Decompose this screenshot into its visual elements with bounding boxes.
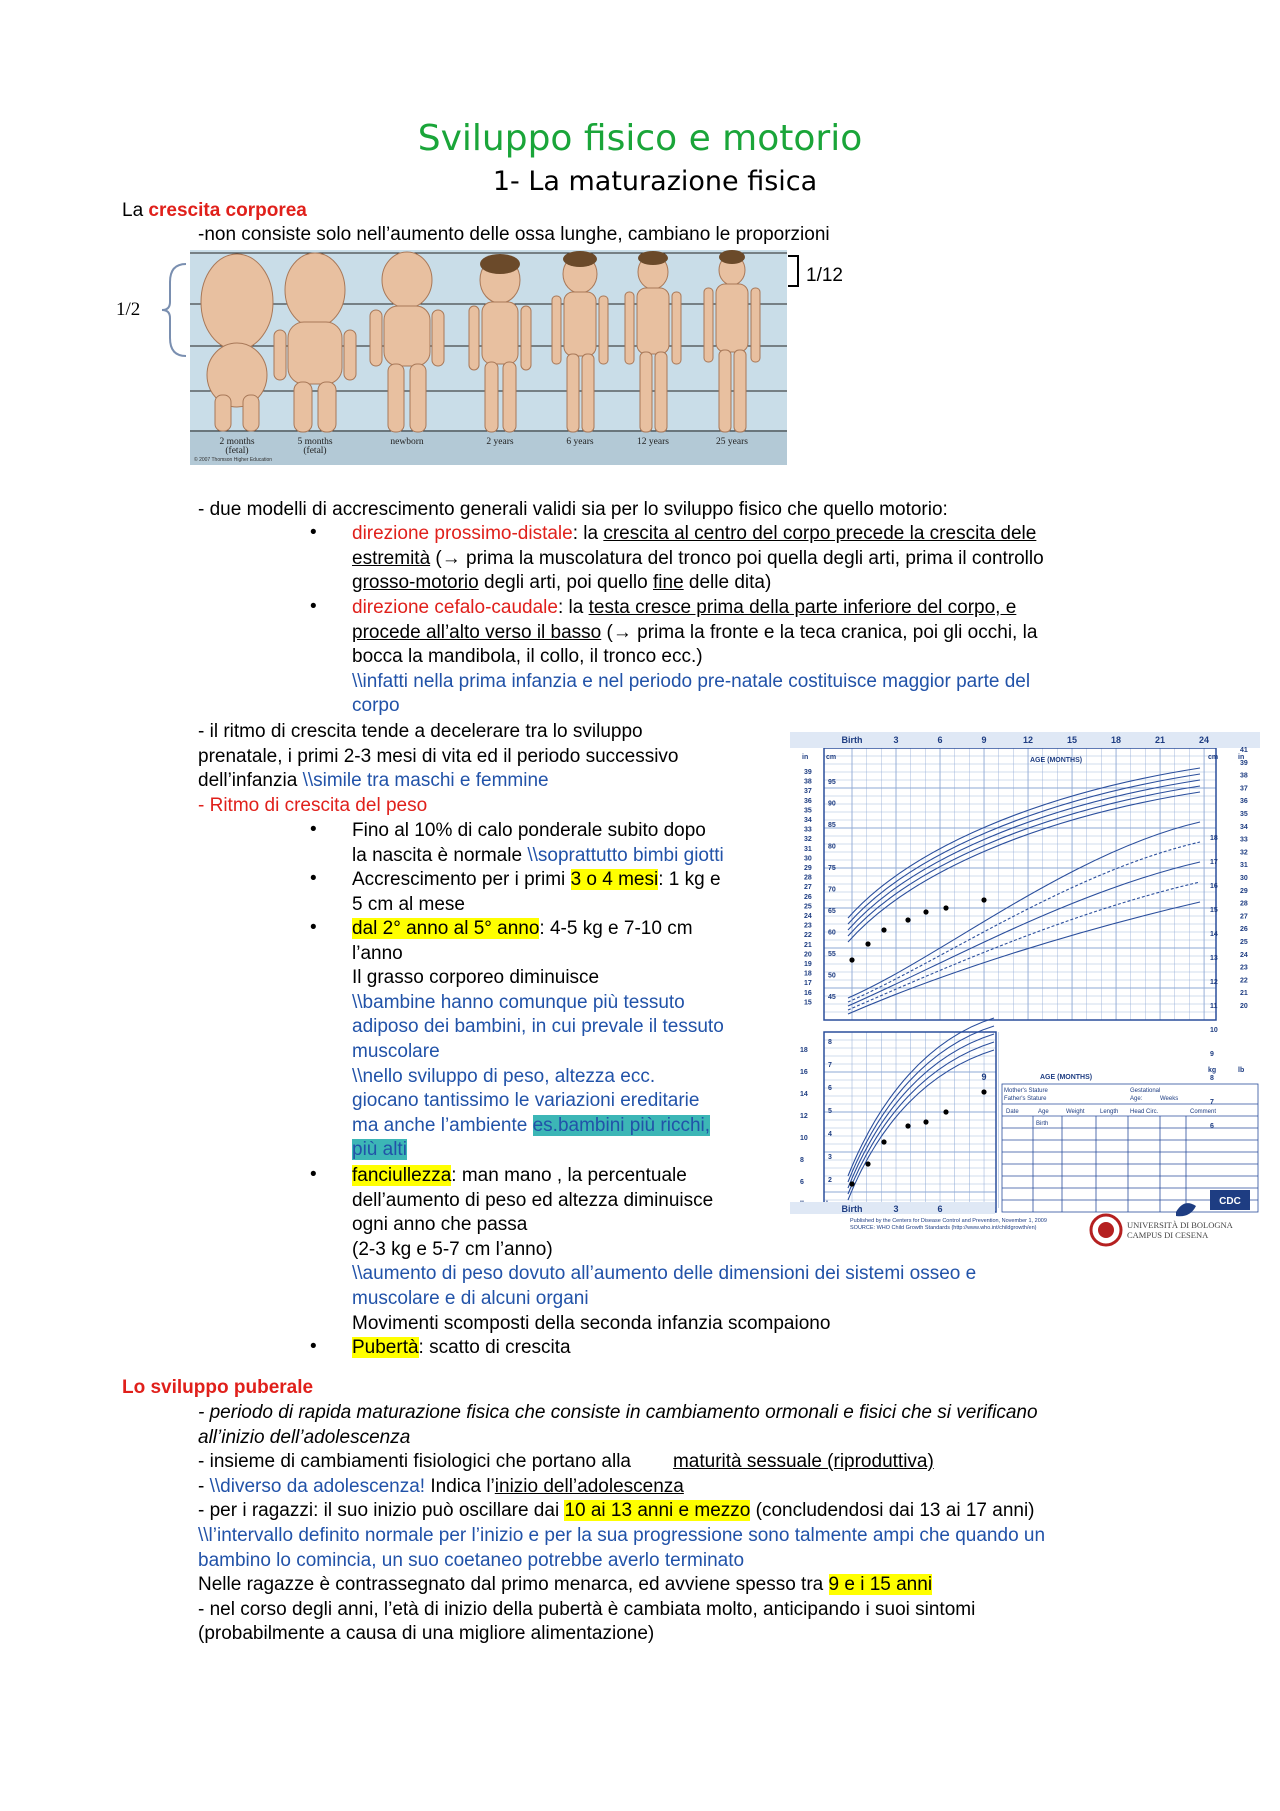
measurement-dot [981, 897, 986, 902]
measurement-dot [943, 1109, 948, 1114]
scale-tick: 22 [804, 932, 812, 940]
scale-tick: 31 [804, 845, 812, 853]
pub-l4u: inizio dell’adolescenza [494, 1475, 684, 1497]
scale-tick: 8 [828, 1039, 832, 1046]
scale-tick: 60 [828, 929, 836, 937]
modelli-intro: - due modelli di accrescimento generali validi sia per lo sviluppo fisico che quello motorio: [198, 499, 948, 520]
scale-tick: 26 [804, 893, 812, 901]
p4-n2: muscolare e di alcuni organi [352, 1287, 589, 1309]
form-birth: Birth [1036, 1121, 1049, 1127]
scale-tick: 27 [804, 884, 812, 892]
label-twelfth: 1/12 [806, 265, 843, 286]
scale-tick: 37 [1240, 785, 1248, 793]
stage-label: 12 years [637, 437, 669, 447]
scale-tick: 85 [828, 822, 836, 829]
scale-tick: 15 [1210, 907, 1218, 914]
b2-label: direzione cefalo-caudale [352, 597, 558, 618]
age-tick: 3 [893, 735, 899, 745]
scale-tick: 14 [1210, 931, 1218, 938]
measurement-dot [905, 1123, 910, 1128]
scale-tick: 10 [1210, 1027, 1218, 1034]
scale-tick: 27 [1240, 913, 1248, 921]
label-half: 1/2 [116, 299, 141, 320]
unit-cm-right: cm [1208, 754, 1219, 761]
measurement-dot [881, 927, 886, 932]
scale-tick: 34 [804, 817, 812, 824]
scale-tick: 6 [828, 1085, 832, 1092]
scale-tick: 20 [1240, 1003, 1248, 1010]
scale-tick: 21 [804, 941, 812, 949]
age-title: AGE (MONTHS) [1030, 757, 1083, 764]
scale-tick: 39 [804, 769, 812, 776]
scale-tick: 35 [1240, 811, 1248, 818]
p1-c: \\soprattutto bimbi giotti [527, 844, 724, 866]
pub-l3u: maturità sessuale (riproduttiva) [672, 1451, 934, 1473]
stage-label: 5 months (fetal) [297, 437, 333, 456]
p3-b: l’anno [352, 942, 403, 964]
measurement-dot [849, 957, 854, 962]
form-age: Age: [1130, 1096, 1143, 1102]
scale-tick: 22 [1240, 977, 1248, 985]
scale-tick: 16 [800, 1069, 808, 1076]
form-col: Head Circ. [1130, 1109, 1159, 1115]
ritmo-l1: - il ritmo di crescita tende a decelerare tra lo sviluppo [198, 721, 643, 742]
scale-tick: 45 [828, 994, 836, 1001]
pub-l6: \\l’intervallo definito normale per l’inizio e per la sua progressione sono talmente ampi che quando un [198, 1524, 1046, 1546]
scale-tick: 26 [1240, 926, 1248, 934]
scale-tick: 11 [1210, 1003, 1218, 1010]
p2-b: : 1 kg e [658, 869, 721, 890]
bullet: • [310, 596, 317, 617]
scale-tick: 41 [1240, 747, 1248, 754]
uni-campus: CAMPUS DI CESENA [1127, 1230, 1209, 1240]
scale-tick: 24 [1240, 951, 1248, 959]
source-note: SOURCE: WHO Child Growth Standards (http://www.who.int/childgrowth/en) [850, 1225, 1037, 1231]
form-mother: Mother's Stature [1004, 1088, 1048, 1094]
b1-u1: crescita al centro del corpo precede la crescita dele [603, 523, 1037, 544]
page-title: Sviluppo fisico e motorio [417, 118, 863, 159]
pub-l4a: - [198, 1475, 210, 1497]
scale-tick: 35 [804, 807, 812, 815]
scale-tick: 32 [804, 836, 812, 844]
scale-tick: 6 [1210, 1123, 1214, 1130]
pub-l5b: (concludendosi dai 13 ai 17 anni) [750, 1500, 1035, 1522]
pub-l4c: Indica l’ [425, 1475, 495, 1497]
p5-a: : scatto di crescita [418, 1337, 571, 1358]
p4-n1: \\aumento di peso dovuto all’aumento delle dimensioni dei sistemi osseo e [352, 1263, 977, 1285]
pub-l2: all’inizio dell’adolescenza [198, 1426, 411, 1448]
age-tick: 6 [937, 1204, 943, 1214]
bullet: • [310, 1336, 317, 1357]
scale-tick: 75 [828, 865, 836, 872]
p4-hl: fanciullezza [352, 1165, 452, 1186]
scale-tick: 29 [804, 865, 812, 872]
scale-tick: 16 [1210, 883, 1218, 890]
age-title-lower: AGE (MONTHS) [1040, 1074, 1093, 1081]
pub-l3a: - insieme di cambiamenti fisiologici che portano alla [198, 1451, 631, 1473]
ritmo-l3a: dell’infanzia [198, 770, 303, 792]
scale-tick: 18 [804, 970, 812, 978]
age-tick: 3 [893, 1204, 899, 1214]
measurement-dot [923, 1119, 928, 1124]
scale-tick: 39 [1240, 759, 1248, 767]
scale-tick: 65 [828, 908, 836, 915]
crescita-pre: La [122, 200, 149, 221]
b2-note2: corpo [352, 695, 400, 717]
scale-tick: 7 [828, 1062, 832, 1069]
peso-bullet-3 [352, 917, 724, 1163]
measurement-dot [865, 1161, 870, 1166]
scale-tick: 38 [1240, 772, 1248, 780]
growth-chart [790, 732, 1260, 1250]
scale-tick: 14 [800, 1091, 808, 1098]
modelli-bullet-2 [352, 596, 1037, 719]
b2-u1: testa cresce prima della parte inferiore del corpo, e [588, 597, 1017, 618]
ritmo-l3b: \\simile tra maschi e femmine [302, 770, 549, 792]
p3-hlt1: es.bambini più ricchi, [532, 1114, 711, 1136]
measurement-dot [849, 1181, 854, 1186]
age-tick: 21 [1154, 735, 1166, 745]
b2-rest1: (→ prima la fronte e la teca cranica, poi gli occhi, la [601, 621, 1038, 643]
b1-colon: : la [572, 523, 604, 544]
unit-kg-right: kg [1208, 1067, 1217, 1074]
p3-c: Il grasso corporeo diminuisce [352, 967, 600, 989]
crescita-line1: -non consiste solo nell’aumento delle ossa lunghe, cambiano le proporzioni [198, 224, 830, 245]
unit-cm: cm [826, 754, 837, 761]
stage-label: 2 months (fetal) [219, 437, 255, 456]
uni-name: UNIVERSITÀ DI BOLOGNA [1127, 1220, 1233, 1230]
peso-title: - Ritmo di crescita del peso [198, 794, 428, 816]
b1-rest1: (→ prima la muscolatura del tronco poi quella degli arti, prima il controllo [430, 547, 1044, 569]
p3-n6: ma anche l’ambiente [352, 1114, 533, 1136]
scale-tick: 9 [1210, 1051, 1214, 1058]
scale-tick: 25 [804, 903, 812, 911]
scale-tick: 4 [828, 1131, 832, 1138]
bracket-twelfth-icon [786, 254, 804, 290]
b2-colon: : la [557, 597, 589, 618]
b2-note1: \\infatti nella prima infanzia e nel periodo pre-natale costituisce maggior parte del [352, 670, 1031, 692]
cdc-logo-text: CDC [1219, 1196, 1241, 1207]
scale-tick: 5 [828, 1108, 832, 1115]
p3-n2: adiposo dei bambini, in cui prevale il tessuto [352, 1016, 724, 1038]
scale-tick: 18 [1210, 835, 1218, 842]
unit-in: in [802, 754, 809, 761]
scale-tick: 36 [1240, 798, 1248, 806]
scale-tick: 16 [804, 989, 812, 997]
p3-hl: dal 2° anno al 5° anno [352, 918, 540, 939]
bullet: • [310, 868, 317, 889]
form-col: Weight [1066, 1109, 1085, 1115]
age-tick: 24 [1198, 735, 1210, 745]
scale-tick: 3 [828, 1154, 832, 1161]
b1-u3: grosso-motorio [352, 572, 479, 594]
scale-tick: 36 [804, 797, 812, 805]
form-father: Father's Stature [1004, 1096, 1047, 1102]
figure-copyright: © 2007 Thomson Higher Education [194, 457, 273, 463]
b2-u2: procede all’alto verso il basso [352, 621, 602, 643]
form-col: Length [1100, 1109, 1119, 1115]
pub-l5a: - per i ragazzi: il suo inizio può oscillare dai [198, 1500, 565, 1522]
pub-l8hl: 9 e i 15 anni [828, 1574, 933, 1596]
scale-tick: 34 [1240, 823, 1248, 831]
pub-l1: - periodo di rapida maturazione fisica che consiste in cambiamento ormonali e fisici che si verificano [198, 1402, 1038, 1423]
p4-d: (2-3 kg e 5-7 cm l’anno) [352, 1238, 553, 1260]
bullet: • [310, 917, 317, 938]
p4-e: Movimenti scomposti della seconda infanzia scompaiono [352, 1312, 831, 1334]
p2-c: 5 cm al mese [352, 893, 465, 915]
scale-tick: 38 [804, 778, 812, 786]
scale-tick: 33 [804, 826, 812, 834]
pub-l9: - nel corso degli anni, l’età di inizio della pubertà è cambiata molto, anticipando i suoi sintomi [198, 1598, 976, 1620]
b1-end: delle dita) [683, 572, 772, 594]
p3-n5: giocano tantissimo le variazioni ereditarie [352, 1090, 700, 1112]
scale-tick: 23 [1240, 964, 1248, 972]
form-col: Age [1038, 1109, 1049, 1115]
peso-bullet-1 [352, 819, 724, 868]
scale-tick: 20 [804, 951, 812, 959]
p4-b: dell’aumento di peso ed altezza diminuisce [352, 1189, 714, 1211]
bullet: • [310, 522, 317, 543]
scale-tick: 25 [1240, 939, 1248, 946]
peso-bullet-5 [352, 1336, 571, 1361]
b1-u2: estremità [352, 547, 431, 569]
age-tick: 9 [981, 735, 987, 745]
scale-tick: 8 [1210, 1075, 1214, 1082]
ritmo-block [198, 720, 679, 818]
pub-l10: (probabilmente a causa di una migliore alimentazione) [198, 1623, 655, 1645]
measurement-dot [923, 909, 928, 914]
published-note: Published by the Centers for Disease Control and Prevention, November 1, 2009 [850, 1218, 1047, 1224]
scale-tick: 70 [828, 886, 836, 894]
age-tick: 9 [981, 1072, 987, 1082]
pub-l7: bambino lo comincia, un suo coetaneo potrebbe averlo terminato [198, 1549, 745, 1571]
b2-rest2: bocca la mandibola, il collo, il tronco ecc.) [352, 646, 703, 668]
scale-tick: 17 [1210, 859, 1218, 866]
scale-tick: 30 [1240, 875, 1248, 882]
age-tick: 15 [1066, 735, 1078, 745]
ritmo-l2: prenatale, i primi 2-3 mesi di vita ed il periodo successivo [198, 745, 679, 767]
scale-tick: 17 [804, 980, 812, 988]
puberale-block [198, 1401, 1045, 1647]
puberale-title: Lo sviluppo puberale [122, 1377, 314, 1398]
measurement-dot [943, 905, 948, 910]
pub-l4b: \\diverso da adolescenza! [209, 1475, 426, 1497]
peso-bullet-2 [352, 868, 721, 917]
modelli-bullet-1 [352, 522, 1044, 596]
p2-hl: 3 o 4 mesi [570, 869, 659, 890]
scale-tick: 12 [1210, 979, 1218, 986]
crescita-highlight: crescita corporea [148, 200, 307, 221]
scale-tick: 28 [1240, 900, 1248, 908]
body-proportions-figure [190, 250, 787, 465]
p3-n1: \\bambine hanno comunque più tessuto [352, 991, 685, 1013]
scale-tick: 10 [800, 1135, 808, 1142]
scale-tick: 13 [1210, 955, 1218, 962]
form-comment: Comment [1190, 1109, 1217, 1115]
brace-half-icon [160, 262, 190, 358]
age-tick: Birth [841, 1204, 863, 1214]
age-tick: 6 [937, 735, 943, 745]
age-tick: 18 [1110, 735, 1122, 745]
scale-tick: 15 [804, 999, 812, 1007]
pub-l8a: Nelle ragazze è contrassegnato dal primo menarca, ed avviene spesso tra [198, 1574, 829, 1596]
p3-a: : 4-5 kg e 7-10 cm [539, 918, 693, 939]
scale-tick: 37 [804, 788, 812, 796]
scale-tick: 55 [828, 951, 836, 958]
scale-tick: 21 [1240, 990, 1248, 998]
form-weeks: Weeks [1160, 1096, 1179, 1102]
scale-tick: 90 [828, 800, 836, 808]
page-subtitle: 1- La maturazione fisica [492, 166, 818, 197]
form-gest: Gestational [1130, 1088, 1161, 1094]
stage-label: newborn [390, 437, 424, 447]
scale-tick: 80 [828, 843, 836, 851]
b1-u4: fine [653, 572, 684, 594]
bullet: • [310, 1164, 317, 1185]
p3-n3: muscolare [352, 1040, 440, 1062]
age-tick: 12 [1022, 735, 1034, 745]
scale-tick: 12 [800, 1113, 808, 1120]
scale-tick: 24 [804, 913, 812, 920]
scale-tick: 30 [804, 855, 812, 863]
p2-a: Accrescimento per i primi [352, 869, 571, 890]
crescita-heading [122, 199, 307, 224]
b1-mid: degli arti, poi quello [478, 572, 653, 594]
measurement-dot [865, 941, 870, 946]
scale-tick: 95 [828, 779, 836, 786]
measurement-dot [981, 1089, 986, 1094]
pub-l5hl: 10 ai 13 anni e mezzo [564, 1500, 751, 1522]
age-tick: Birth [841, 735, 863, 745]
scale-tick: 18 [800, 1047, 808, 1054]
stage-label: 6 years [566, 437, 594, 447]
p5-hl: Pubertà [352, 1337, 419, 1358]
scale-tick: 29 [1240, 887, 1248, 895]
unit-in-right: in [1238, 754, 1245, 761]
bullet: • [310, 819, 317, 840]
scale-tick: 28 [804, 874, 812, 882]
scale-tick: 2 [828, 1177, 832, 1184]
scale-tick: 31 [1240, 862, 1248, 870]
scale-tick: 6 [800, 1179, 804, 1186]
p4-c: ogni anno che passa [352, 1214, 528, 1236]
measurement-dot [881, 1139, 886, 1144]
form-col: Date [1006, 1109, 1019, 1115]
scale-tick: 23 [804, 922, 812, 930]
p1-a: Fino al 10% di calo ponderale subito dopo [352, 820, 706, 841]
scale-tick: 33 [1240, 836, 1248, 844]
p4-a: : man mano , la percentuale [451, 1165, 687, 1186]
scale-tick: 32 [1240, 849, 1248, 857]
scale-tick: 7 [1210, 1099, 1214, 1106]
stage-label: 2 years [486, 437, 514, 447]
p3-hlt2: più alti [352, 1139, 407, 1161]
scale-tick: 50 [828, 972, 836, 980]
p1-b: la nascita è normale [352, 844, 528, 866]
p3-n4: \\nello sviluppo di peso, altezza ecc. [352, 1065, 656, 1087]
measurement-dot [905, 917, 910, 922]
b1-label: direzione prossimo-distale [352, 523, 573, 544]
scale-tick: 8 [800, 1157, 804, 1164]
scale-tick: 19 [804, 961, 812, 968]
unit-lb-right: lb [1238, 1067, 1245, 1074]
stage-label: 25 years [716, 437, 748, 447]
